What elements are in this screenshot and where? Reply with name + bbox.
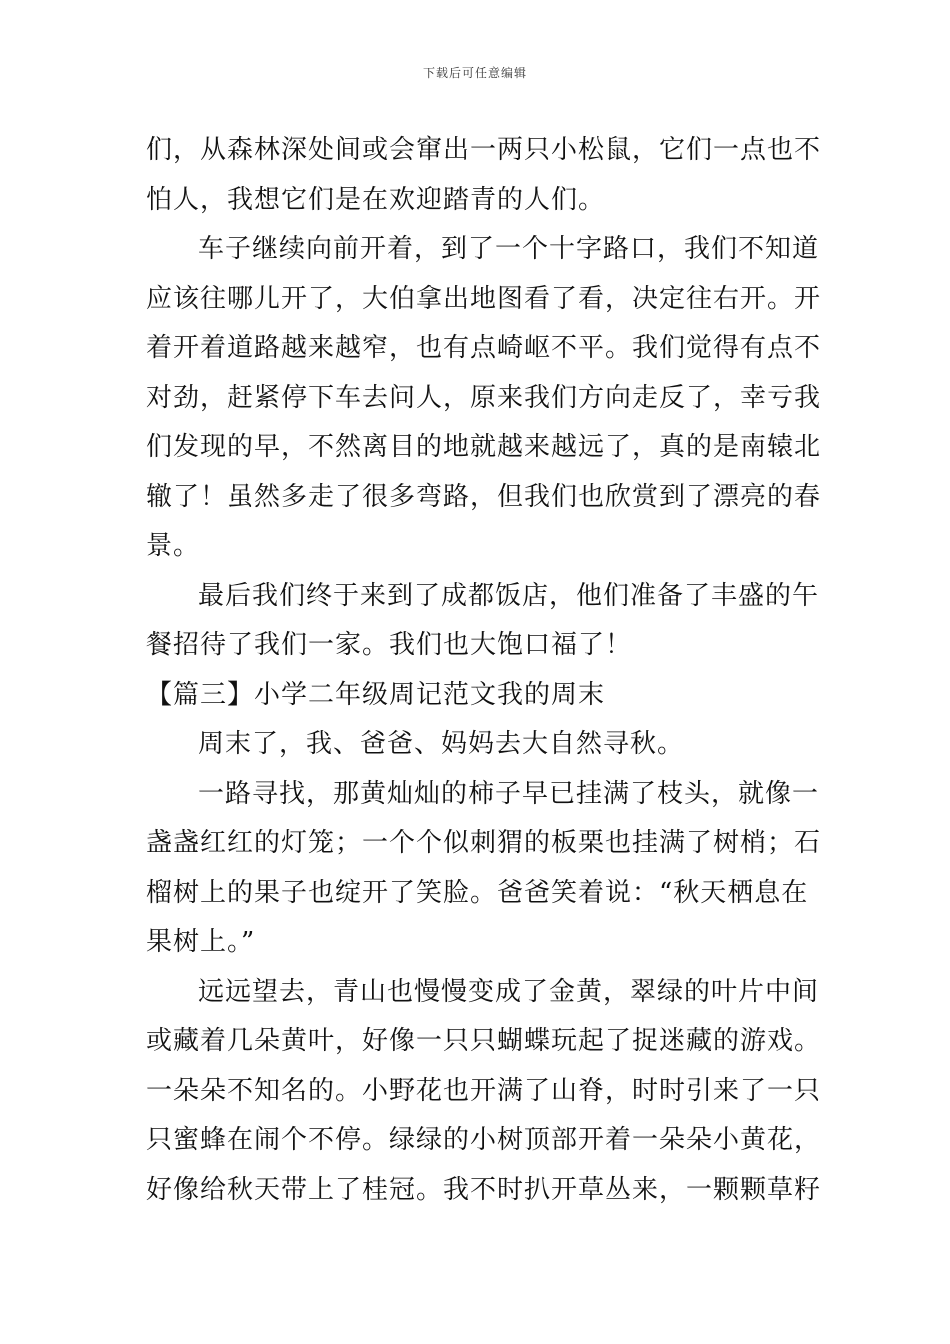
text-line: 榴树上的果子也绽开了笑脸。爸爸笑着说：“秋天栖息在 xyxy=(146,877,809,908)
text-line: 车子继续向前开着，到了一个十字路口，我们不知道 xyxy=(198,234,820,264)
text-line: 对劲，赶紧停下车去问人，原来我们方向走反了，幸亏我 xyxy=(146,382,822,413)
text-line: 好像给秋天带上了桂冠。我不时扒开草丛来，一颗颗草籽 xyxy=(146,1174,822,1205)
section-heading: 【篇三】小学二年级周记范文我的周末 xyxy=(146,679,606,710)
text-line: 餐招待了我们一家。我们也大饱口福了！ xyxy=(146,630,633,660)
text-line: 辙了！虽然多走了很多弯路，但我们也欣赏到了漂亮的春 xyxy=(146,481,822,512)
text-line: 们，从森林深处间或会窜出一两只小松鼠，它们一点也不 xyxy=(146,135,822,165)
text-line: 最后我们终于来到了成都饭店，他们准备了丰盛的午 xyxy=(198,580,820,611)
text-line: 着开着道路越来越窄，也有点崎岖不平。我们觉得有点不 xyxy=(146,333,822,363)
text-line: 盏盏红红的灯笼；一个个似刺猬的板栗也挂满了树梢；石 xyxy=(146,828,822,858)
page-header: 下载后可任意编辑 xyxy=(422,66,527,80)
text-line: 远远望去，青山也慢慢变成了金黄，翠绿的叶片中间 xyxy=(198,976,820,1007)
text-line: 景。 xyxy=(146,531,201,561)
text-line: 果树上。” xyxy=(146,927,256,957)
text-line: 们发现的早，不然离目的地就越来越远了，真的是南辕北 xyxy=(146,432,822,462)
text-line: 周末了，我、爸爸、妈妈去大自然寻秋。 xyxy=(198,729,685,759)
text-line: 应该往哪儿开了，大伯拿出地图看了看，决定往右开。开 xyxy=(146,283,822,314)
text-line: 怕人，我想它们是在欢迎踏青的人们。 xyxy=(146,184,606,215)
text-line: 只蜜蜂在闹个不停。绿绿的小树顶部开着一朵朵小黄花， xyxy=(146,1125,822,1155)
text-line: 或藏着几朵黄叶，好像一只只蝴蝶玩起了捉迷藏的游戏。 xyxy=(146,1026,822,1056)
text-line: 一路寻找，那黄灿灿的柿子早已挂满了枝头，就像一 xyxy=(198,778,820,809)
document-body xyxy=(146,126,822,1215)
text-line: 一朵朵不知名的。小野花也开满了山脊，时时引来了一只 xyxy=(146,1075,822,1106)
